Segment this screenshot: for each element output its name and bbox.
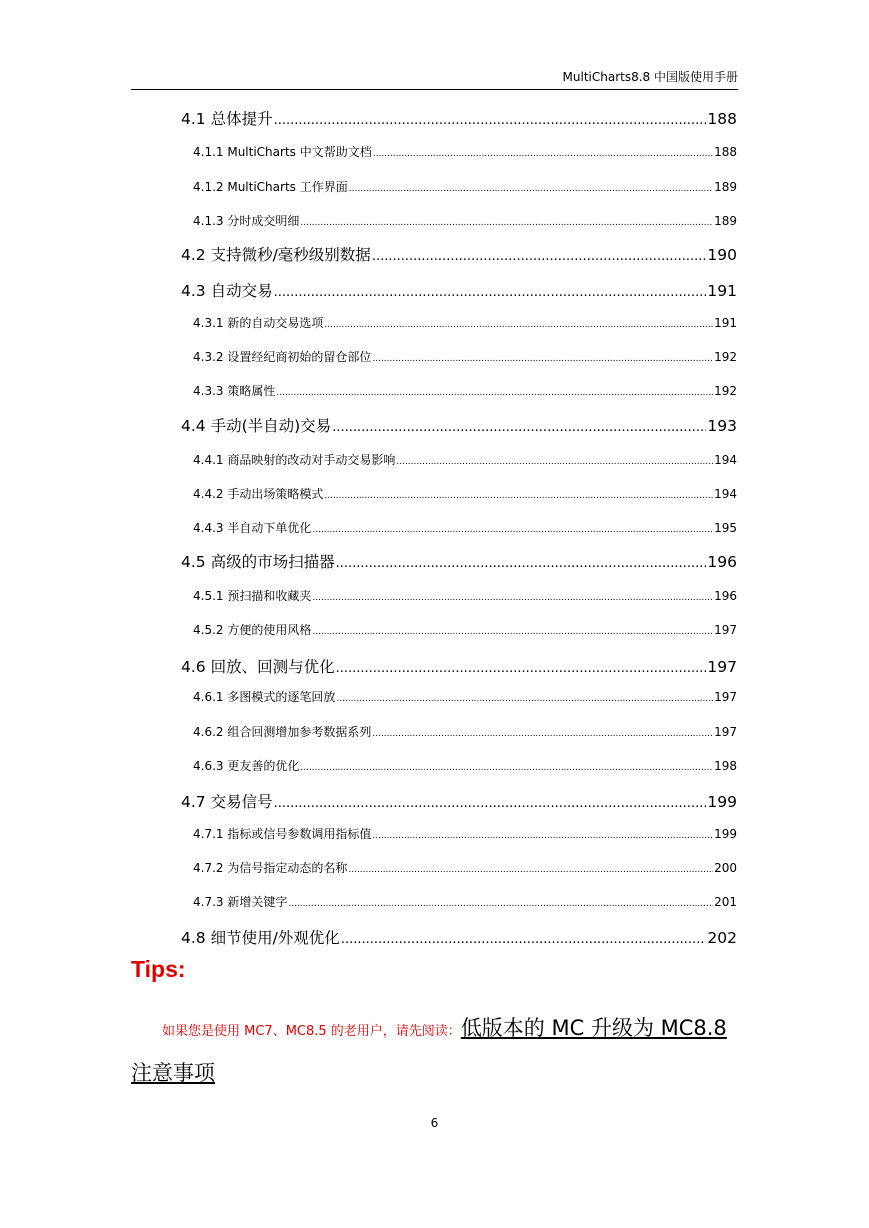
toc-leader-dots (274, 285, 707, 300)
toc-entry-page: 191 (714, 316, 737, 330)
toc-entry-subsection[interactable] (193, 688, 737, 705)
toc-entry-label: 4.7.1 指标或信号参数调用指标值 (193, 827, 372, 841)
toc-entry-label: 4.3.2 设置经纪商初始的留仓部位 (193, 350, 372, 364)
toc-entry-page: 196 (714, 589, 737, 603)
toc-entry-subsection[interactable] (193, 212, 737, 229)
toc-entry-subsection[interactable] (193, 519, 737, 536)
toc-entry-subsection[interactable] (193, 314, 737, 331)
running-header: MultiCharts8.8 中国版使用手册 (562, 70, 738, 84)
toc-entry-label: 4.7.2 为信号指定动态的名称 (193, 861, 348, 875)
toc-entry-page: 193 (707, 417, 737, 435)
toc-entry-subsection[interactable] (193, 178, 737, 195)
toc-entry-page: 195 (714, 521, 737, 535)
toc-entry-page: 196 (707, 553, 737, 571)
page-number: 6 (430, 1116, 439, 1130)
toc-entry-page: 199 (714, 827, 737, 841)
toc-leader-dots (300, 763, 713, 773)
toc-entry-page: 201 (714, 895, 737, 909)
toc-entry-section[interactable] (181, 107, 737, 129)
toc-entry-page: 202 (707, 929, 737, 947)
toc-entry-subsection[interactable] (193, 451, 737, 468)
toc-leader-dots (336, 661, 707, 676)
toc-entry-page: 188 (707, 110, 737, 128)
toc-entry-label: 4.3 自动交易 (181, 282, 273, 300)
toc-leader-dots (300, 218, 713, 228)
toc-entry-page: 191 (707, 282, 737, 300)
toc-entry-label: 4.6.3 更友善的优化 (193, 759, 300, 773)
toc-entry-page: 189 (714, 214, 737, 228)
toc-entry-label: 4.5.1 预扫描和收藏夹 (193, 589, 312, 603)
toc-entry-page: 189 (714, 180, 737, 194)
toc-entry-page: 188 (714, 145, 737, 159)
toc-entry-subsection[interactable] (193, 621, 737, 638)
toc-entry-label: 4.4.2 手动出场策略模式 (193, 487, 324, 501)
toc-entry-label: 4.4.3 半自动下单优化 (193, 521, 312, 535)
toc-entry-page: 197 (707, 658, 737, 676)
toc-entry-page: 198 (714, 759, 737, 773)
toc-leader-dots (324, 491, 713, 501)
toc-entry-label: 4.6.1 多图模式的逐笔回放 (193, 690, 336, 704)
toc-leader-dots (396, 457, 713, 467)
upgrade-notes-link-continued[interactable]: 注意事项 (131, 1061, 215, 1085)
toc-entry-label: 4.3.1 新的自动交易选项 (193, 316, 324, 330)
toc-leader-dots (372, 831, 713, 841)
toc-entry-subsection[interactable] (193, 143, 737, 160)
toc-leader-dots (341, 932, 707, 947)
toc-entry-label: 4.6.2 组合回测增加参考数据系列 (193, 725, 372, 739)
toc-leader-dots (336, 694, 713, 704)
toc-leader-dots (276, 388, 713, 398)
toc-entry-page: 194 (714, 487, 737, 501)
toc-entry-subsection[interactable] (193, 723, 737, 740)
toc-entry-section[interactable] (181, 243, 737, 265)
toc-leader-dots (372, 729, 713, 739)
toc-entry-subsection[interactable] (193, 382, 737, 399)
toc-entry-label: 4.7.3 新增关键字 (193, 895, 288, 909)
toc-entry-page: 192 (714, 384, 737, 398)
toc-leader-dots (312, 627, 713, 637)
tips-text (162, 1012, 727, 1042)
toc-entry-label: 4.5.2 方便的使用风格 (193, 623, 312, 637)
toc-entry-label: 4.8 细节使用/外观优化 (181, 929, 340, 947)
toc-leader-dots (372, 249, 707, 264)
toc-entry-subsection[interactable] (193, 485, 737, 502)
toc-entry-subsection[interactable] (193, 587, 737, 604)
toc-entry-label: 4.5 高级的市场扫描器 (181, 553, 335, 571)
toc-entry-subsection[interactable] (193, 859, 737, 876)
toc-entry-page: 194 (714, 453, 737, 467)
toc-leader-dots (274, 796, 707, 811)
toc-entry-label: 4.4.1 商品映射的改动对手动交易影响 (193, 453, 396, 467)
toc-leader-dots (348, 865, 713, 875)
toc-leader-dots (312, 525, 713, 535)
toc-entry-label: 4.1.3 分时成交明细 (193, 214, 300, 228)
toc-entry-page: 190 (707, 246, 737, 264)
toc-entry-page: 200 (714, 861, 737, 875)
toc-leader-dots (332, 420, 706, 435)
toc-leader-dots (324, 320, 713, 330)
toc-entry-label: 4.2 支持微秒/毫秒级别数据 (181, 246, 371, 264)
toc-leader-dots (349, 184, 713, 194)
toc-entry-label: 4.6 回放、回测与优化 (181, 658, 335, 676)
upgrade-notes-link[interactable]: 低版本的 MC 升级为 MC8.8 (460, 1016, 727, 1040)
toc-leader-dots (372, 354, 713, 364)
tips-heading: Tips: (131, 956, 186, 982)
toc-leader-dots (288, 899, 713, 909)
toc-entry-section[interactable] (181, 414, 737, 436)
toc-leader-dots (373, 149, 713, 159)
toc-entry-page: 197 (714, 690, 737, 704)
toc-entry-label: 4.1 总体提升 (181, 110, 273, 128)
toc-entry-label: 4.3.3 策略属性 (193, 384, 276, 398)
toc-entry-section[interactable] (181, 655, 737, 677)
toc-entry-page: 192 (714, 350, 737, 364)
toc-leader-dots (336, 556, 707, 571)
toc-entry-section[interactable] (181, 550, 737, 572)
toc-entry-label: 4.1.1 MultiCharts 中文帮助文档 (193, 145, 372, 159)
toc-entry-subsection[interactable] (193, 348, 737, 365)
toc-entry-label: 4.7 交易信号 (181, 793, 273, 811)
tips-intro: 如果您是使用 MC7、MC8.5 的老用户，请先阅读： (162, 1024, 461, 1039)
toc-entry-subsection[interactable] (193, 825, 737, 842)
toc-entry-subsection[interactable] (193, 757, 737, 774)
toc-entry-section[interactable] (181, 279, 737, 301)
toc-entry-label: 4.1.2 MultiCharts 工作界面 (193, 180, 348, 194)
toc-entry-section[interactable] (181, 790, 737, 812)
toc-entry-page: 197 (714, 725, 737, 739)
toc-leader-dots (274, 113, 707, 128)
toc-entry-subsection[interactable] (193, 893, 737, 910)
toc-entry-page: 199 (707, 793, 737, 811)
toc-entry-label: 4.4 手动(半自动)交易 (181, 417, 332, 435)
toc-entry-page: 197 (714, 623, 737, 637)
toc-entry-section[interactable] (181, 926, 737, 948)
toc-leader-dots (312, 593, 713, 603)
